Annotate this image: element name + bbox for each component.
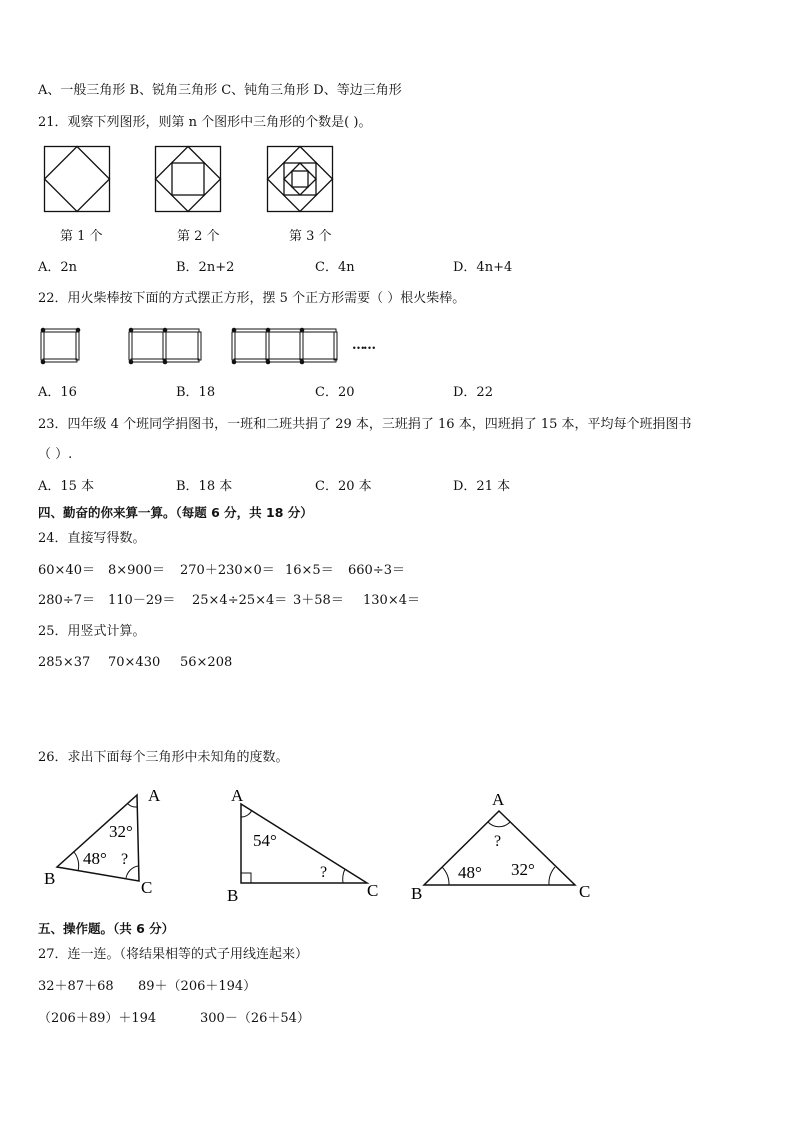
q24-row1-item: 8×900＝ [108,563,165,578]
q22-option-b: B．18 [176,385,216,400]
angle-a-value: 54° [253,831,277,850]
q26-triangle-3 [405,785,605,905]
q24-row2-item: 3＋58＝ [293,593,344,608]
q27-expression: （206＋89）＋194 [38,1011,157,1026]
vertex-c-label: C [579,882,591,901]
q27-expression: 89＋（206＋194） [138,979,257,994]
q21-caption-2: 第 2 个 [177,229,220,244]
q21-option-b: B．2n+2 [176,260,235,275]
vertex-b-label: B [411,884,423,903]
q24-row2-item: 25×4÷25×4＝ [192,593,288,608]
q27-expression: 300－（26＋54） [200,1011,310,1026]
q22-option-d: D．22 [453,385,493,400]
q21-figure-3 [267,146,333,212]
angle-c-value: 32° [511,860,535,879]
q23-option-a: A．15 本 [38,479,95,494]
angle-a-value: 32° [109,822,133,841]
q22-stem: 22．用火柴棒按下面的方式摆正方形，摆 5 个正方形需要（ ）根火柴棒。 [38,291,466,306]
q23-stem: 23．四年级 4 个班同学捐图书，一班和二班共捐了 29 本，三班捐了 16 本，四班捐了 15 本，平均每个班捐图书 [38,417,692,432]
section-4-heading: 四、勤奋的你来算一算。（每题 6 分，共 18 分） [38,505,313,520]
vertex-a-label: A [231,786,244,805]
section-5-heading: 五、操作题。（共 6 分） [38,921,175,936]
unknown-angle-mark: ? [494,833,502,850]
angle-b-value: 48° [458,863,482,882]
q25-item: 56×208 [180,655,233,670]
q21-caption-1: 第 1 个 [60,229,103,244]
q23-option-b: B．18 本 [176,479,233,494]
q20-options: A、一般三角形 B、锐角三角形 C、钝角三角形 D、等边三角形 [38,83,402,98]
q24-row2-item: 130×4＝ [363,593,420,608]
q26-triangle-1 [40,785,175,895]
q25-item: 285×37 [38,655,91,670]
q27-stem: 27．连一连。（将结果相等的式子用线连起来） [38,947,309,962]
q24-stem: 24．直接写得数。 [38,531,146,546]
unknown-angle-mark: ? [121,851,129,868]
angle-b-value: 48° [83,849,107,868]
unknown-angle-mark: ? [320,864,328,881]
vertex-c-label: C [141,878,153,897]
q21-option-c: C．4n [315,260,355,275]
q21-stem: 21．观察下列图形，则第 n 个图形中三角形的个数是( )。 [38,115,372,130]
q23-option-c: C．20 本 [315,479,372,494]
q24-row1-item: 270＋230×0＝ [180,563,275,578]
matchstick-figure-1 [38,326,84,368]
vertex-a-label: A [492,790,505,809]
q21-caption-3: 第 3 个 [289,229,332,244]
q21-figure-2 [155,146,221,212]
vertex-b-label: B [227,886,239,905]
vertex-c-label: C [367,881,379,900]
q24-row2-item: 280÷7＝ [38,593,95,608]
vertex-a-label: A [148,786,161,805]
q23-blank: （ ）. [38,447,73,462]
q22-ellipsis: …… [352,338,374,353]
matchstick-figure-3 [229,326,343,368]
q24-row1-item: 16×5＝ [285,563,334,578]
q21-figure-1 [44,146,110,212]
q21-option-a: A．2n [38,260,78,275]
q26-stem: 26．求出下面每个三角形中未知角的度数。 [38,750,289,765]
q26-triangle-2 [225,785,385,905]
q27-expression: 32＋87＋68 [38,979,114,994]
q21-option-d: D．4n+4 [453,260,513,275]
q22-option-c: C．20 [315,385,355,400]
matchstick-figure-2 [126,326,206,368]
q22-option-a: A．16 [38,385,77,400]
q25-stem: 25．用竖式计算。 [38,624,146,639]
q24-row2-item: 110－29＝ [108,593,176,608]
q24-row1-item: 660÷3＝ [348,563,405,578]
q23-option-d: D．21 本 [453,479,511,494]
q24-row1-item: 60×40＝ [38,563,95,578]
q25-item: 70×430 [108,655,161,670]
vertex-b-label: B [44,869,56,888]
